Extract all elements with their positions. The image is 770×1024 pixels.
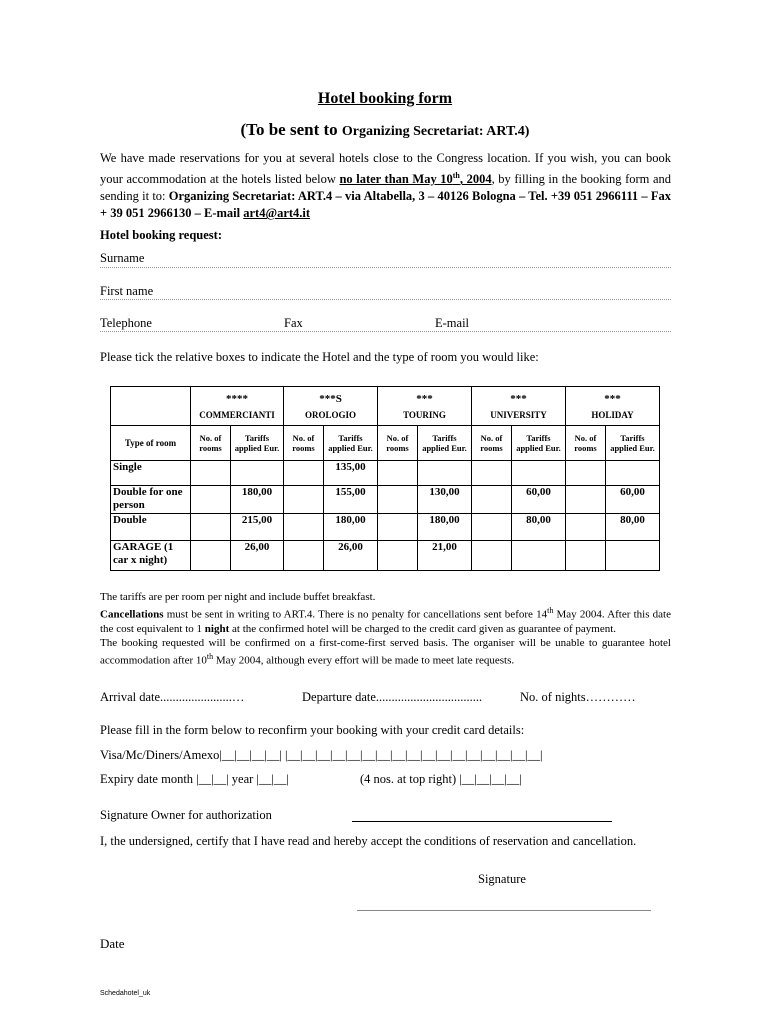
request-heading: Hotel booking request:	[100, 228, 222, 242]
fax-label: Fax	[284, 316, 303, 330]
tariffs-header: Tariffs applied Eur.	[512, 426, 566, 461]
tariffs-note: The tariffs are per room per night and include buffet breakfast.	[100, 591, 376, 603]
tariff-cell	[512, 461, 566, 486]
tariff-cell: 155,00	[324, 486, 378, 514]
cancellation-note	[100, 604, 671, 636]
footer-filename: Schedahotel_uk	[100, 990, 151, 997]
hotel-stars: ***	[472, 387, 566, 406]
cancellations-label: Cancellations	[100, 608, 164, 621]
email-label: E-mail	[435, 316, 470, 330]
hotel-stars: ****	[191, 387, 284, 406]
subtitle-prefix: (To be sent to	[240, 120, 342, 139]
rooms-input[interactable]	[566, 486, 606, 514]
room-type-single: Single	[111, 461, 191, 486]
rooms-input[interactable]	[284, 461, 324, 486]
rooms-input[interactable]	[191, 514, 231, 541]
tariffs-header: Tariffs applied Eur.	[324, 426, 378, 461]
room-type-garage: GARAGE (1 car x night)	[111, 541, 191, 571]
telephone-label: Telephone	[100, 316, 152, 330]
confirmation-sup: th	[206, 651, 214, 661]
tariffs-header: Tariffs applied Eur.	[606, 426, 660, 461]
deadline-sup: th	[452, 171, 460, 180]
rooms-table	[110, 386, 660, 571]
contact-details: Organizing Secretariat: ART.4 – via Altabella, 3 – 40126 Bologna – Tel. +39 051 2966111 – Fax + 39 051 2966130 – E-mail	[100, 189, 671, 221]
tariff-cell	[418, 461, 472, 486]
no-rooms-header: No. of rooms	[284, 426, 324, 461]
room-type-double: Double	[111, 514, 191, 541]
table-row	[111, 541, 660, 571]
no-rooms-header: No. of rooms	[378, 426, 418, 461]
nights-field[interactable]: No. of nights…………	[520, 690, 636, 704]
tariff-cell: 180,00	[324, 514, 378, 541]
rooms-input[interactable]	[284, 541, 324, 571]
no-rooms-header: No. of rooms	[566, 426, 606, 461]
signature-label: Signature	[478, 872, 526, 886]
tariff-cell: 180,00	[231, 486, 284, 514]
hotel-name-holiday: HOLIDAY	[566, 405, 660, 426]
deadline-text: no later than May 10	[339, 172, 453, 187]
certification-statement: I, the undersigned, certify that I have read and hereby accept the conditions of reservation and cancellation.	[100, 834, 637, 848]
surname-label: Surname	[100, 251, 145, 265]
signature-owner-label: Signature Owner for authorization	[100, 808, 272, 822]
table-row	[111, 486, 660, 514]
intro-text-2: , by filling in the booking form and sending it to:	[100, 172, 671, 204]
night-word: night	[204, 622, 230, 635]
tariff-cell	[606, 461, 660, 486]
rooms-input[interactable]	[472, 486, 512, 514]
confirmation-note	[100, 636, 671, 668]
credit-card-instruction: Please fill in the form below to reconfirm your booking with your credit card details:	[100, 723, 525, 737]
booking-notes	[100, 590, 671, 667]
rooms-input[interactable]	[566, 541, 606, 571]
hotel-name-commercianti: COMMERCIANTI	[191, 405, 284, 426]
tariff-cell: 21,00	[418, 541, 472, 571]
subtitle-secretariat: Organizing Secretariat: ART.4)	[341, 124, 530, 139]
rooms-input[interactable]	[191, 486, 231, 514]
rooms-input[interactable]	[472, 461, 512, 486]
no-rooms-header: No. of rooms	[191, 426, 231, 461]
contact-field[interactable]	[100, 331, 671, 332]
tariff-cell: 135,00	[324, 461, 378, 486]
intro-text: We have made reservations for you at several hotels close to the Congress location. If you wish, you can book your accommodation at the hotels listed below	[100, 151, 671, 187]
form-subtitle	[0, 120, 770, 140]
tariff-cell: 215,00	[231, 514, 284, 541]
rooms-input[interactable]	[566, 461, 606, 486]
tariff-cell	[512, 541, 566, 571]
rooms-input[interactable]	[472, 541, 512, 571]
rooms-input[interactable]	[191, 461, 231, 486]
deadline	[339, 172, 491, 186]
rooms-input[interactable]	[378, 514, 418, 541]
surname-field[interactable]	[100, 267, 671, 268]
cancellation-sup: th	[547, 606, 554, 615]
hotel-stars: ***S	[284, 387, 378, 406]
hotel-name-university: UNIVERSITY	[472, 405, 566, 426]
tariff-cell: 26,00	[231, 541, 284, 571]
first-name-field[interactable]	[100, 299, 671, 300]
departure-date-field[interactable]: Departure date..................................	[302, 690, 483, 704]
signature-owner-line[interactable]	[352, 821, 612, 822]
type-of-room-header: Type of room	[111, 426, 191, 461]
tariff-cell: 130,00	[418, 486, 472, 514]
tariff-cell: 80,00	[606, 514, 660, 541]
hotel-stars: ***	[566, 387, 660, 406]
rooms-input[interactable]	[191, 541, 231, 571]
rooms-input[interactable]	[378, 486, 418, 514]
rooms-input[interactable]	[472, 514, 512, 541]
cancellation-text-2: May 2004. After this date the cost equivalent to 1	[100, 608, 671, 635]
tick-instruction: Please tick the relative boxes to indicate the Hotel and the type of room you would like:	[100, 350, 539, 364]
signature-line[interactable]	[357, 910, 651, 911]
contact-email-link[interactable]: art4@art4.it	[243, 206, 311, 221]
rooms-input[interactable]	[566, 514, 606, 541]
tariff-cell: 26,00	[324, 541, 378, 571]
rooms-input[interactable]	[284, 486, 324, 514]
tariffs-header: Tariffs applied Eur.	[231, 426, 284, 461]
date-label: Date	[100, 936, 125, 951]
cancellation-text: must be sent in writing to ART.4. There is no penalty for cancellations sent before 14	[163, 608, 548, 621]
rooms-input[interactable]	[284, 514, 324, 541]
intro-paragraph	[100, 150, 671, 222]
security-code-field[interactable]: (4 nos. at top right) |__|__|__|__|	[360, 772, 522, 786]
form-title: Hotel booking form	[317, 90, 453, 107]
hotel-stars: ***	[378, 387, 472, 406]
tariff-cell: 60,00	[512, 486, 566, 514]
no-rooms-header: No. of rooms	[472, 426, 512, 461]
hotel-name-touring: TOURING	[378, 405, 472, 426]
cancellation-text-3: at the confirmed hotel will be charged to the credit card given as guarantee of payment.	[229, 622, 617, 635]
tariff-cell	[231, 461, 284, 486]
rooms-input[interactable]	[378, 541, 418, 571]
hotel-name-orologio: OROLOGIO	[284, 405, 378, 426]
card-number-field[interactable]: Visa/Mc/Diners/Amexo|__|__|__|__| |__|__|__|__|__|__|__|__|__|__|__|__|__|__|__|__|__|	[100, 748, 543, 762]
tariff-cell: 60,00	[606, 486, 660, 514]
room-type-double-single-use: Double for one person	[111, 486, 191, 514]
tariff-cell: 80,00	[512, 514, 566, 541]
tariff-cell: 180,00	[418, 514, 472, 541]
rooms-input[interactable]	[378, 461, 418, 486]
table-row	[111, 514, 660, 541]
deadline-year: , 2004	[459, 172, 492, 187]
first-name-label: First name	[100, 284, 154, 298]
table-row	[111, 461, 660, 486]
expiry-date-field[interactable]: Expiry date month |__|__| year |__|__|	[100, 772, 289, 786]
confirmation-text: The booking requested will be confirmed on a first-come-first served basis. The organiser will be unable to guarantee hotel accommodation after 10	[100, 636, 671, 667]
tariffs-header: Tariffs applied Eur.	[418, 426, 472, 461]
tariff-cell	[606, 541, 660, 571]
corner-cell	[111, 387, 191, 426]
confirmation-text-2: May 2004, although every effort will be made to meet late requests.	[213, 654, 515, 667]
arrival-date-field[interactable]: Arrival date.......................…	[100, 690, 245, 704]
